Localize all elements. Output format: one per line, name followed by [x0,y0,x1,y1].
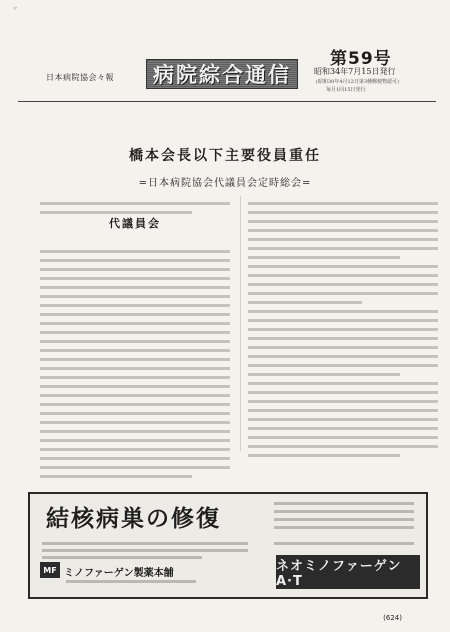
text-line [40,259,230,262]
ad-text-line [66,580,196,583]
text-line [248,265,438,268]
text-line [40,385,230,388]
company-logo-mark: MF [40,562,60,578]
ad-text-line [42,556,202,559]
text-line [248,373,400,376]
article-subheadline: =日本病院協会代議員会定時総会= [138,178,312,189]
text-line [40,268,230,271]
text-line [248,211,438,214]
publication-schedule: 毎月1回15日発行 [326,87,366,93]
text-line [40,286,230,289]
text-line [248,202,438,205]
body-column-left [40,196,230,484]
text-line [248,382,438,385]
text-line [40,466,230,469]
text-line [248,229,438,232]
text-line [40,457,230,460]
ad-text-line [274,510,414,513]
ad-headline: 結核病巣の修復 [46,506,221,532]
text-line [40,430,230,433]
text-line [248,337,438,340]
text-line [248,364,438,367]
text-line [248,400,438,403]
text-line [40,421,230,424]
text-line [248,256,400,259]
corner-mark: 〃 [12,6,19,13]
text-line [40,475,192,478]
text-line [40,331,230,334]
text-line [40,211,192,214]
text-line [248,319,438,322]
text-line [40,448,230,451]
text-line [248,247,438,250]
text-line [40,340,230,343]
text-line [248,301,362,304]
column-divider [240,196,241,451]
text-line [40,358,230,361]
organization-name: 日本病院協会々報 [46,73,114,82]
text-line [40,439,230,442]
issue-date: 昭和34年7月15日発行 [314,67,396,76]
ad-brand-name: ネオミノファーゲンA·T [276,555,420,589]
text-line [40,367,230,370]
registration-note: (昭和30年4月12日第3種郵便物認可) [316,79,399,85]
section-title: 代議員会 [109,217,161,230]
text-line [248,445,438,448]
ad-text-line [274,502,414,505]
page-number: (624) [383,614,402,622]
masthead-banner [146,59,298,89]
text-line [248,355,438,358]
text-line [40,322,230,325]
text-line [248,436,438,439]
text-line [248,346,438,349]
text-line [248,283,438,286]
ad-text-line [274,518,414,521]
text-line [248,238,438,241]
text-line [248,274,438,277]
ad-text-line [274,526,414,529]
text-line [248,391,438,394]
issue-number: 第59号 [330,49,392,69]
text-line [248,328,438,331]
text-line [248,418,438,421]
text-line [248,409,438,412]
ad-text-line [274,542,414,545]
text-line [40,412,230,415]
text-line [40,202,230,205]
article-headline: 橋本会長以下主要役員重任 [129,148,321,164]
body-column-right [248,196,438,463]
text-line [248,310,438,313]
text-line [40,250,230,253]
text-line [248,454,400,457]
text-line [248,220,438,223]
ad-company-name: ミノファーゲン製薬本舗 [64,568,174,579]
text-line [248,292,438,295]
text-line [40,376,230,379]
text-line [40,349,230,352]
advertisement [28,492,428,599]
text-line [40,277,230,280]
text-line [40,394,230,397]
ad-text-line [42,542,248,545]
masthead-divider [18,101,436,102]
text-line [40,295,230,298]
newsletter-title: 病院綜合通信 [153,62,291,87]
ad-text-line [42,549,248,552]
text-line [40,403,230,406]
text-line [40,313,230,316]
text-line [40,304,230,307]
text-line [248,427,438,430]
